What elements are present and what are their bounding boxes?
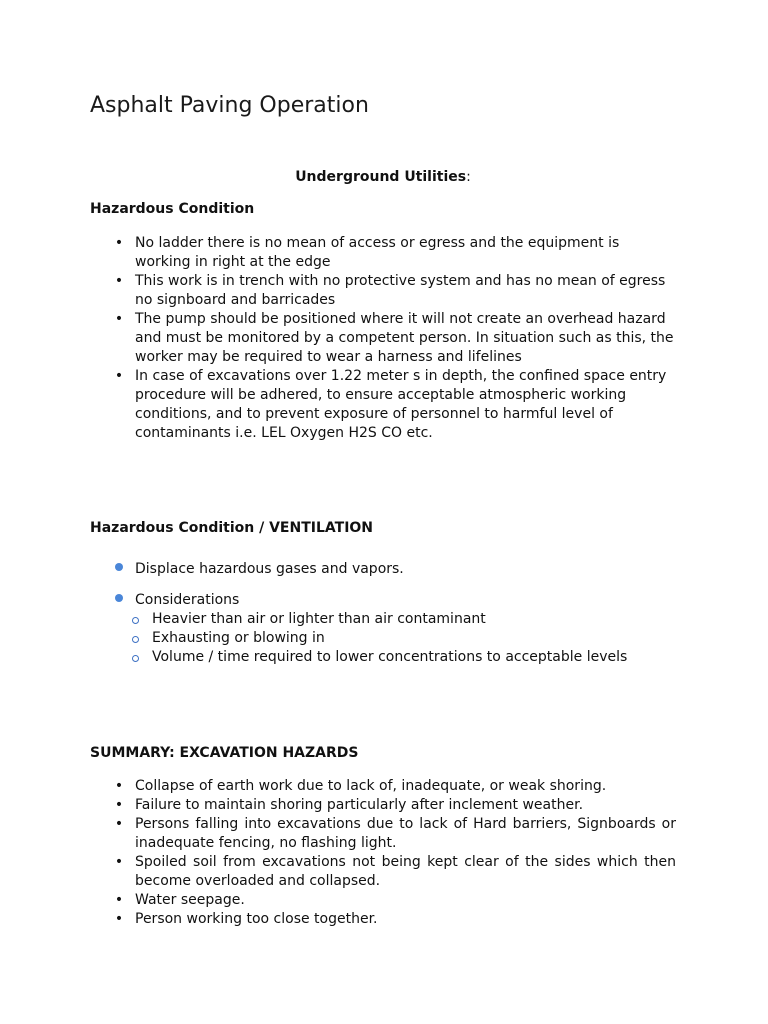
list-item [90,853,676,891]
list-item [90,234,676,272]
hollow-circle-bullet-icon [132,655,139,662]
sub-list-item [135,648,676,667]
list-item-text: Collapse of earth work due to lack of, inadequate, or weak shoring. [135,778,607,794]
hollow-circle-bullet-icon [132,636,139,643]
bullet-icon: • [114,854,124,870]
list-item [90,367,676,443]
list-item [90,560,676,579]
bullet-icon: • [114,311,124,327]
bullet-icon: • [114,911,124,927]
bullet-icon: • [114,368,124,384]
blue-bullet-icon [115,563,123,571]
list-item-text: Persons falling into excavations due to lack of Hard barriers, Signboards or inadequate fencing, no flashing light. [135,816,676,851]
list-item-text: The pump should be positioned where it will not create an overhead hazard and must be monitored by a competent person. In situation such as this, the worker may be required to wear a harness and lifelines [135,311,674,365]
underground-utilities-heading-text: Underground Utilities [295,169,467,185]
sub-list-item [135,610,676,629]
bullet-icon: • [114,778,124,794]
bullet-icon: • [114,797,124,813]
list-item [90,891,676,910]
list-item [90,591,676,667]
list-item-text: Water seepage. [135,892,245,908]
list-item-text: Considerations [135,592,240,608]
document-title: Asphalt Paving Operation [90,93,369,118]
list-item [90,777,676,796]
sub-list-item-text: Exhausting or blowing in [152,630,325,646]
summary-heading: SUMMARY: EXCAVATION HAZARDS [90,745,359,761]
ventilation-heading: Hazardous Condition / VENTILATION [90,520,374,536]
hollow-circle-bullet-icon [132,617,139,624]
sub-list-item-text: Volume / time required to lower concentrations to acceptable levels [152,649,628,665]
list-item-text: Person working too close together. [135,911,378,927]
sub-list-item-text: Heavier than air or lighter than air contaminant [152,611,486,627]
underground-utilities-heading-colon: : [466,169,471,185]
sub-list-item [135,629,676,648]
list-item-text: Failure to maintain shoring particularly after inclement weather. [135,797,584,813]
considerations-sublist [135,610,676,667]
hazardous-condition-list [90,234,676,443]
list-item [90,910,676,929]
list-item-text: Displace hazardous gases and vapors. [135,561,404,577]
hazardous-condition-heading: Hazardous Condition [90,201,255,217]
list-item [90,272,676,310]
list-item [90,796,676,815]
bullet-icon: • [114,235,124,251]
ventilation-list [90,560,676,667]
blue-bullet-icon [115,594,123,602]
underground-utilities-heading [90,168,676,186]
bullet-icon: • [114,892,124,908]
list-item-text: In case of excavations over 1.22 meter s in depth, the confined space entry procedure will be adhered, to ensure acceptable atmospheric working conditions, and to prevent exposure of personnel to harmful level of contaminants i.e. LEL Oxygen H2S CO etc. [135,368,667,441]
list-item-text: Spoiled soil from excavations not being kept clear of the sides which then become overloaded and collapsed. [135,854,676,889]
bullet-icon: • [114,273,124,289]
list-item [90,310,676,367]
bullet-icon: • [114,816,124,832]
list-item-text: No ladder there is no mean of access or egress and the equipment is working in right at the edge [135,235,620,270]
list-item-text: This work is in trench with no protective system and has no mean of egress no signboard and barricades [135,273,666,308]
list-item [90,815,676,853]
summary-list [90,777,676,929]
